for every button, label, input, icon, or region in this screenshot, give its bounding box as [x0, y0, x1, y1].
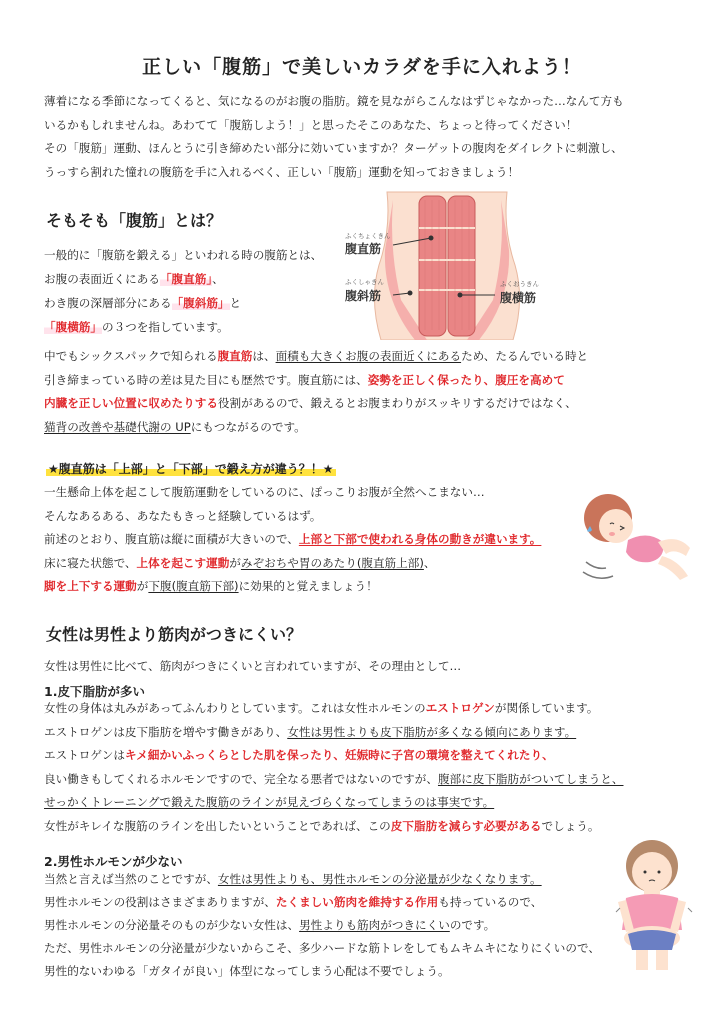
- label-oblique: 腹斜筋: [345, 289, 382, 303]
- upper-lower-paragraph: [44, 481, 541, 599]
- text-line: 中でもシックスパックで知られる腹直筋は、面積も大きくお腹の表面近くにあるため、たるんでいる時と: [44, 349, 589, 363]
- abs-definition: [44, 243, 322, 339]
- intro-line: 薄着になる季節になってくると、気になるのがお腹の脂肪。鏡を見ながらこんなはずじゃなかった…なんて方も: [44, 94, 624, 108]
- text-line: 前述のとおり、腹直筋は縦に面積が大きいので、上部と下部で使われる身体の動きが違います。: [44, 532, 542, 546]
- text-line: そんなあるある、あなたもきっと経験しているはず。: [44, 508, 322, 523]
- section-heading-upper-lower: ★腹直筋は「上部」と「下部」で鍛え方が違う？！★: [48, 462, 334, 476]
- intro-line: うっすら割れた憧れの腹筋を手に入れるべく、正しい「腹筋」運動を知っておきましょう！: [44, 164, 520, 179]
- text-line: せっかくトレーニングで鍛えた腹筋のラインが見えづらくなってしまうのは事実です。: [44, 795, 495, 809]
- text-line: 女性の身体は丸みがあってふんわりとしています。これは女性ホルモンのエストロゲンが関係しています。: [44, 701, 599, 715]
- text-line: 当然と言えば当然のことですが、女性は男性よりも、男性ホルモンの分泌量が少なくなります。: [44, 872, 542, 886]
- text-line: 男性的ないわゆる「ガタイが良い」体型になってしまう心配は不要でしょう。: [44, 964, 450, 978]
- situp-illustration: [578, 490, 698, 590]
- label-rectus-abdominis: 腹直筋: [345, 242, 382, 256]
- girl-illustration: [612, 838, 702, 978]
- ruby-oblique: ふくしゃきん: [345, 278, 384, 286]
- text-line: ただ、男性ホルモンの分泌量が少ないからこそ、多少ハードな筋トレをしてもムキムキになりにくいので、: [44, 941, 600, 955]
- subheading-male-hormone: 2.男性ホルモンが少ない: [44, 854, 183, 869]
- text-line: 男性ホルモンの分泌量そのものが少ない女性は、男性よりも筋肉がつきにくいのです。: [44, 918, 496, 932]
- text-line: 床に寝た状態で、上体を起こす運動がみぞおちや胃のあたり(腹直筋上部)、: [44, 555, 436, 570]
- subheading-subcutaneous-fat: 1.皮下脂肪が多い: [44, 684, 145, 699]
- text-line: 男性ホルモンの役割はさまざまありますが、たくましい筋肉を維持する作用も持っているので、: [44, 895, 543, 909]
- text-line: 一般的に「腹筋を鍛える」といわれる時の腹筋とは、: [44, 248, 323, 262]
- text-line: 猫背の改善や基礎代謝の UPにもつながるのです。: [44, 419, 306, 434]
- ruby-rectus: ふくちょくきん: [345, 232, 391, 240]
- intro-line: その「腹筋」運動、ほんとうに引き締めたい部分に効いていますか？ターゲットの腹肉をダイレクトに刺激し、: [44, 141, 623, 155]
- text-line: 引き締まっている時の差は見た目にも歴然です。腹直筋には、姿勢を正しく保ったり、腹圧を高めて: [44, 372, 565, 387]
- text-line: 女性がキレイな腹筋のラインを出したいということであれば、この皮下脂肪を減らす必要があるでしょう。: [44, 818, 600, 833]
- intro-line: いるかもしれませんね。あわてて「腹筋しよう！」と思ったそこのあなた、ちょっと待ってください！: [44, 117, 578, 132]
- label-transversus: 腹横筋: [500, 291, 537, 305]
- text-line: 脚を上下する運動が下腹(腹直筋下部)に効果的と覚えましょう！: [44, 579, 378, 593]
- text-line: 「腹横筋」の３つを指しています。: [44, 320, 229, 334]
- text-line: お腹の表面近くにある「腹直筋」、: [44, 272, 224, 286]
- rectus-description: [44, 345, 588, 439]
- abdomen-illustration: [335, 190, 565, 340]
- text-line: 良い働きもしてくれるホルモンですので、完全なる悪者ではないのですが、腹部に皮下脂肪がついてしまうと、: [44, 771, 624, 786]
- women-muscle-lead: 女性は男性に比べて、筋肉がつきにくいと言われていますが、その理由として…: [44, 659, 462, 673]
- abdominal-muscles-figure: [335, 190, 565, 340]
- text-line: エストロゲンは皮下脂肪を増やす働きがあり、女性は男性よりも皮下脂肪が多くなる傾向にあります。: [44, 724, 577, 739]
- intro-paragraph: [44, 90, 624, 184]
- page-title: 正しい「腹筋」で美しいカラダを手に入れよう！: [142, 56, 582, 78]
- text-line: 一生懸命上体を起こして腹筋運動をしているのに、ぽっこりお腹が全然へこまない…: [44, 485, 485, 499]
- male-hormone-paragraph: [44, 868, 600, 983]
- section-heading-women-muscle: 女性は男性より筋肉がつきにくい？: [46, 625, 303, 644]
- text-line: わき腹の深層部分にある「腹斜筋」と: [44, 296, 242, 310]
- section-heading-abs: そもそも「腹筋」とは？: [46, 211, 223, 230]
- subcutaneous-fat-paragraph: [44, 697, 623, 838]
- text-line: 内臓を正しい位置に収めたりする役割があるので、鍛えるとお腹まわりがスッキリするだけではなく、: [44, 396, 577, 410]
- ruby-transversus: ふくおうきん: [500, 280, 539, 288]
- text-line: エストロゲンはキメ細かいふっくらとした肌を保ったり、妊娠時に子宮の環境を整えてくれたり、: [44, 748, 554, 762]
